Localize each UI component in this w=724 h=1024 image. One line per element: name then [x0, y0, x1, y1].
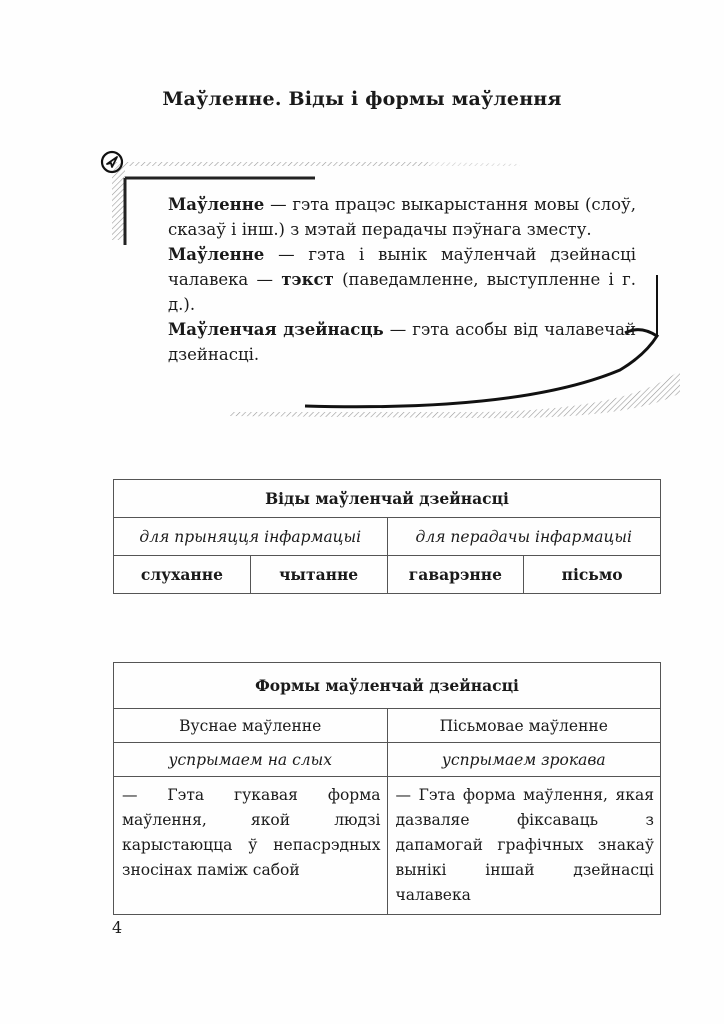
types-table [113, 479, 661, 594]
form-perception: успрымаем на слых [114, 743, 388, 777]
type-item: гаварэнне [387, 556, 524, 594]
form-description: — Гэта гукавая форма маўлення, якой людзі карыстаюцца ў непасрэдных зносінах паміж сабой [114, 777, 388, 915]
definition-box [100, 150, 680, 430]
definition-2: Маўленне — гэта і вынік маўленчай дзейнасці чалавека — тэкст (паведамленне, выступленне і г. д.). [168, 245, 636, 314]
definition-3: Маўленчая дзейнасць — гэта асобы від чалавечай дзейнасці. [168, 320, 636, 364]
definitions-text [168, 192, 636, 367]
type-item: чытанне [250, 556, 387, 594]
definition-1: Маўленне — гэта працэс выкарыстання мовы (слоў, сказаў і інш.) з мэтай перадачы пэўнага зместу. [168, 195, 636, 239]
form-description: — Гэта форма маўлення, якая дазваляе фіксаваць з дапамогай графічных знакаў вынікі іншай дзейнасці чалавека [387, 777, 661, 915]
type-item: пісьмо [524, 556, 661, 594]
types-table-header: Віды маўленчай дзейнасці [114, 480, 661, 518]
forms-table [113, 662, 661, 915]
compass-icon [100, 150, 124, 174]
form-perception: успрымаем зрокава [387, 743, 661, 777]
page-number: 4 [112, 918, 123, 937]
group-transmit: для перадачы інфармацыі [387, 518, 661, 556]
forms-table-header: Формы маўленчай дзейнасці [114, 663, 661, 709]
type-item: слуханне [114, 556, 251, 594]
group-receive: для прыняцця інфармацыі [114, 518, 388, 556]
page-title: Маўленне. Віды і формы маўлення [162, 88, 562, 110]
hatch-shadow-bottom [230, 370, 680, 418]
form-name: Вуснае маўленне [114, 709, 388, 743]
form-name: Пісьмовае маўленне [387, 709, 661, 743]
